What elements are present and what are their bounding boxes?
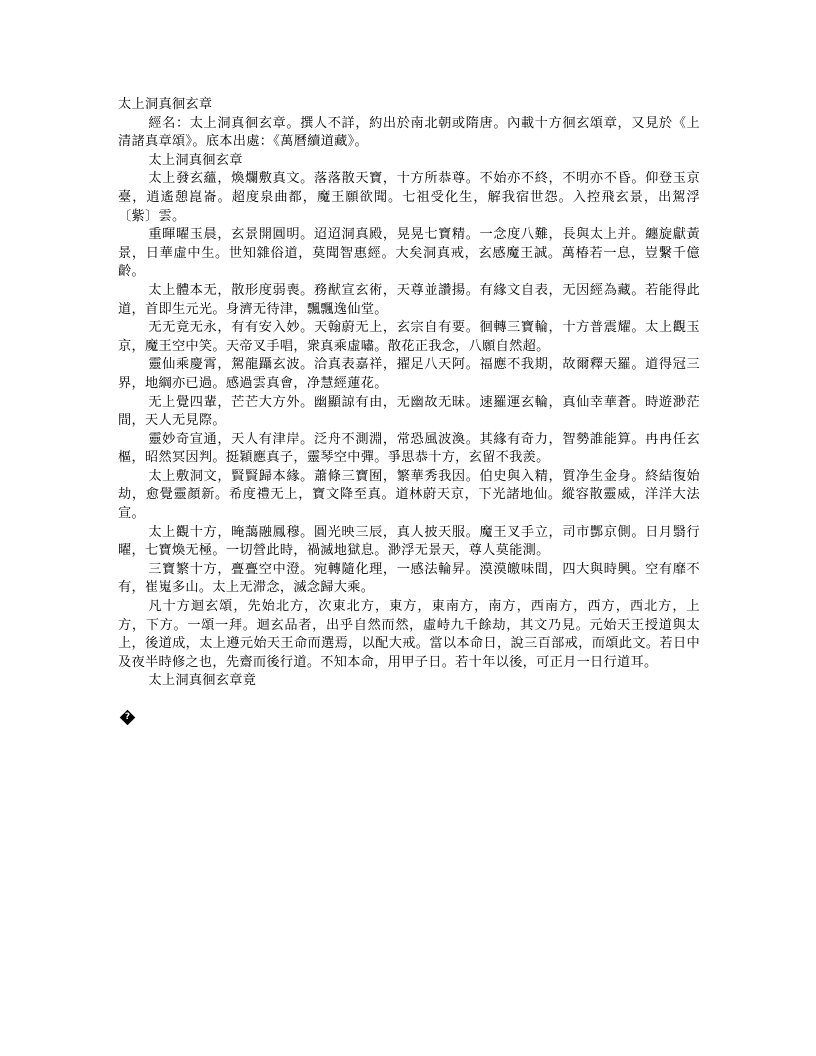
- document-page: [118, 96, 700, 691]
- section-subtitle: 太上洞真徊玄章: [148, 152, 243, 168]
- verse-paragraph: 重暉曜玉晨，玄景開圓明。迢迢洞真殿，晃晃七寶精。一念度八難，長與太上并。纏旋獻黃景，日華虛中生。世知雜俗道，莫聞智惠經。大矣洞真戒，玄感魔王誠。萬椿若一息，豈繫千億齡。: [118, 227, 700, 280]
- closing-line: 太上洞真徊玄章竟: [148, 673, 257, 689]
- document-title: 太上洞真徊玄章: [118, 97, 213, 112]
- verse-paragraph: 太上觀十方，晻藹融鳳穆。圓光映三辰，真人披天服。魔王叉手立，司市酆京側。日月翳行曜，七寶煥无極。一切營此時，禍滅地獄息。渺浮无景天，尊人莫能測。: [118, 524, 700, 559]
- replacement-glyph: ?: [124, 712, 131, 722]
- verse-paragraph: 太上發玄蘊，煥爛敷真文。落落散天寶，十方所恭尊。不始亦不終，不明亦不昏。仰登玉京臺，逍遙憩崑崙。超度泉曲都，魔王願欲聞。七祖受化生，解我宿世怨。入控飛玄景，出駕浮〔紫〕雲。: [118, 171, 700, 224]
- verse-paragraph: 太上敷洞文，賢賢歸本緣。蕭條三寶囿，繁華秀我因。伯史與入精，質净生金身。終結復始劫，愈覺靈顏新。希度禮无上，寶文降至真。道林蔚天京，下光諸地仙。縱容散靈威，洋洋大法宣。: [118, 468, 700, 522]
- verse-paragraph: 三寶繁十方，亹亹空中澄。宛轉隨化理，一感法輪昇。漠漠皦味間，四大與時興。空有靡不有，崔嵬多山。太上无滞念，滅念歸大乘。: [118, 561, 700, 596]
- verse-paragraph: 靈妙奇宣通，天人有津岸。泛舟不測淵，常恐風波渙。其緣有奇力，智勢誰能算。冉冉任玄樞，昭然冥因判。挺穎應真子，靈琴空中彈。爭思恭十方，玄留不我羨。: [118, 431, 700, 466]
- verse-paragraph: 太上體本无，散形度弱喪。務猷宣玄術，天尊並讚揚。有緣文自表，无因經為藏。若能得此道，首即生元光。身濟无待津，飄飄逸仙堂。: [118, 282, 700, 317]
- verse-paragraph: 无上覺四輩，芒芒大方外。幽顯諒有由，无幽故无昧。速羅運玄輪，真仙幸華蒼。時遊渺茫間，天人无見際。: [118, 394, 700, 429]
- verse-paragraph: 靈仙乘慶霄，駕龍躡玄波。洽真表嘉祥，擢足八天阿。福應不我期，故爾釋天羅。道得冠三界，地綱亦已過。感過雲真會，净慧經蓮花。: [118, 357, 700, 391]
- verse-paragraph: 无无竟无永，有有安入妙。天翰蔚无上，玄宗自有要。徊轉三寶輪，十方普震耀。太上觀玉京，魔王空中笑。天帝叉手唱，衆真乘虛嘯。散花正我念，八願自然超。: [118, 320, 700, 354]
- preface-paragraph: 經名：太上洞真徊玄章。撰人不詳，約出於南北朝或隋唐。內載十方徊玄頌章，又見於《上清諸真章頌》。底本出處：《萬曆續道藏》。: [118, 115, 700, 150]
- instructions-paragraph: 凡十方迴玄頌，先始北方，次東北方，東方，東南方，南方，西南方，西方，西北方，上方，下方。一頌一拜。迴玄品者，出乎自然而然，虛峙九千餘劫，其文乃見。元始天王授道與太上，後道成，太上遵元始天王命而選焉，以配大戒。當以本命日，說三百部戒，而頌此文。若日中及夜半時修之也，先齋而後行道。不知本命，用甲子日。若十年以後，可正月一日行道耳。: [118, 599, 700, 670]
- replacement-character-icon: [120, 709, 134, 725]
